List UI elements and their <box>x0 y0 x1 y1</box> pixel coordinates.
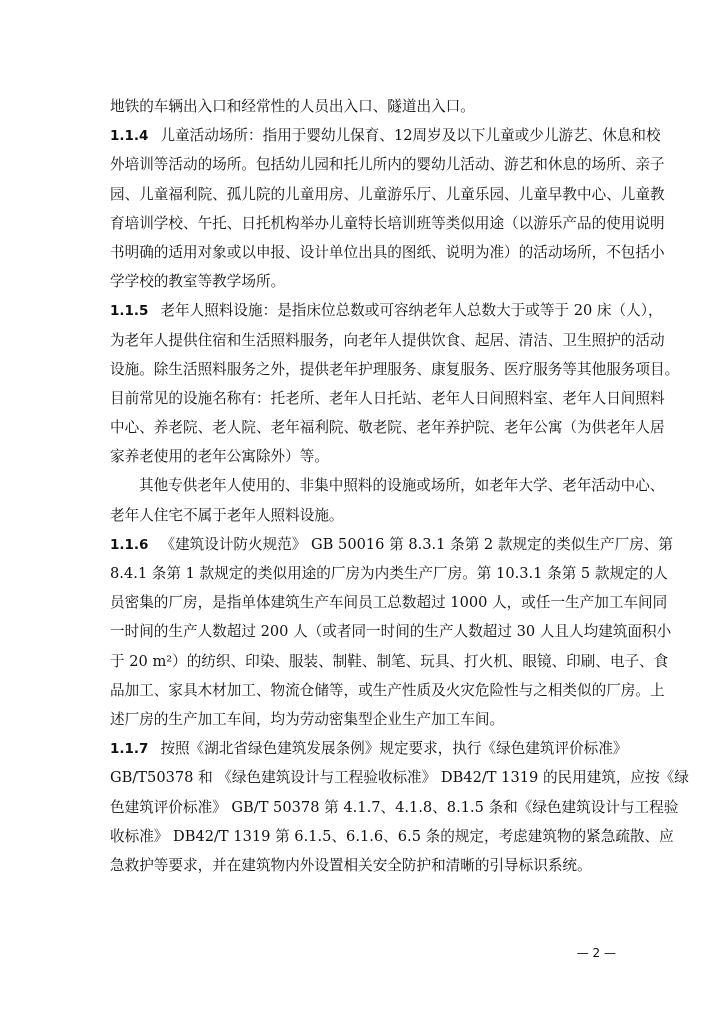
line-text: 园、儿童福利院、孤儿院的儿童用房、儿童游乐厅、儿童乐园、儿童早教中心、儿童教 <box>110 185 665 203</box>
text-line <box>110 209 665 238</box>
line-text: 8.4.1 条第 1 款规定的类似用途的厂房为内类生产厂房。第 10.3.1 条第 5 款规定的人 <box>110 565 668 582</box>
text-line <box>110 267 620 296</box>
text-line <box>110 150 665 179</box>
line-text: 其他专供老年人使用的、非集中照料的设施或场所，如老年大学、老年活动中心、 <box>139 477 665 495</box>
text-line <box>110 705 620 734</box>
text-line <box>110 793 679 822</box>
text-line <box>110 501 620 530</box>
text-line <box>110 92 620 121</box>
text-line <box>110 617 672 646</box>
clause-number: 1.1.7 <box>110 741 149 758</box>
line-text: 设施。除生活照料服务之外，提供老年护理服务、康复服务、医疗服务等其他服务项目。 <box>110 360 680 378</box>
line-text: GB/T50378 和 《绿色建筑设计与工程验收标准》 DB42/T 1319 的民用建筑，应按《绿 <box>110 769 689 787</box>
line-text: 《建筑设计防火规范》 GB 50016 第 8.3.1 条第 2 款规定的类似生产厂房、第 <box>160 535 673 553</box>
line-text: 学学校的教室等教学场所。 <box>110 273 286 291</box>
line-text: 述厂房的生产加工车间，均为劳动密集型企业生产加工车间。 <box>110 710 505 728</box>
line-text: 中心、养老院、老人院、老年福利院、敬老院、老年养护院、老年公寓（为供老年人居 <box>110 419 665 437</box>
clause-heading-line <box>110 530 673 559</box>
line-text: 外培训等活动的场所。包括幼儿园和托儿所内的婴幼儿活动、游艺和休息的场所、亲子 <box>110 156 665 174</box>
clause-number: 1.1.4 <box>110 128 149 145</box>
clause-heading-line <box>110 121 661 150</box>
text-line <box>110 559 668 588</box>
line-text: 于 20 m²）的纺织、印染、服装、制鞋、制笔、玩具、打火机、眼镜、印刷、电子、食 <box>110 652 669 670</box>
document-body <box>110 92 689 880</box>
line-text: 家养老使用的老年公寓除外）等。 <box>110 448 329 466</box>
text-line <box>110 851 620 880</box>
text-line <box>110 384 665 413</box>
text-line <box>110 413 665 442</box>
line-text: 色建筑评价标准》 GB/T 50378 第 4.1.7、4.1.8、8.1.5 条和《绿色建筑设计与工程验 <box>110 798 679 816</box>
clause-number: 1.1.6 <box>110 536 149 553</box>
line-text: 儿童活动场所：指用于婴幼儿保育、12周岁及以下儿童或少儿游艺、休息和校 <box>160 127 661 145</box>
clause-heading-line <box>110 734 628 763</box>
text-line <box>110 588 668 617</box>
text-line <box>110 471 665 500</box>
text-line <box>110 442 620 471</box>
line-text: 品加工、家具木材加工、物流仓储等，或生产性质及火灾危险性与之相类似的厂房。上 <box>110 681 665 699</box>
line-text: 目前常见的设施名称有：托老所、老年人日托站、老年人日间照料室、老年人日间照料 <box>110 389 665 407</box>
line-text: 急救护等要求，并在建筑物内外设置相关安全防护和清晰的引导标识系统。 <box>110 856 592 874</box>
text-line <box>110 355 680 384</box>
text-line <box>110 822 674 851</box>
line-text: 书明确的适用对象或以申报、设计单位出具的图纸、说明为准）的活动场所，不包括小 <box>110 243 665 261</box>
clause-heading-line <box>110 296 663 325</box>
line-text: 按照《湖北省绿色建筑发展条例》规定要求，执行《绿色建筑评价标准》 <box>160 740 628 758</box>
line-text: 育培训学校、午托、日托机构举办儿童特长培训班等类似用途（以游乐产品的使用说明 <box>110 214 665 232</box>
text-line <box>110 238 665 267</box>
page-number: — 2 — <box>576 946 616 960</box>
text-line <box>110 326 665 355</box>
line-text: 老年人照料设施：是指床位总数或可容纳老年人总数大于或等于 20 床（人）， <box>160 302 663 320</box>
line-text: 一时间的生产人数超过 200 人（或者同一时间的生产人数超过 30 人且人均建筑面积小 <box>110 623 672 641</box>
line-text: 员密集的厂房，是指单体建筑生产车间员工总数超过 1000 人，或任一生产加工车间同 <box>110 594 668 612</box>
line-text: 地铁的车辆出入口和经常性的人员出入口、隧道出入口。 <box>110 98 475 115</box>
line-text: 为老年人提供住宿和生活照料服务，向老年人提供饮食、起居、清洁、卫生照护的活动 <box>110 331 665 349</box>
clause-number: 1.1.5 <box>110 303 149 320</box>
line-text: 老年人住宅不属于老年人照料设施。 <box>110 506 344 524</box>
text-line <box>110 676 665 705</box>
line-text: 收标准》 DB42/T 1319 第 6.1.5、6.1.6、6.5 条的规定，考虑建筑物的紧急疏散、应 <box>110 827 674 845</box>
text-line <box>110 647 669 676</box>
text-line <box>110 180 665 209</box>
text-line <box>110 763 689 792</box>
